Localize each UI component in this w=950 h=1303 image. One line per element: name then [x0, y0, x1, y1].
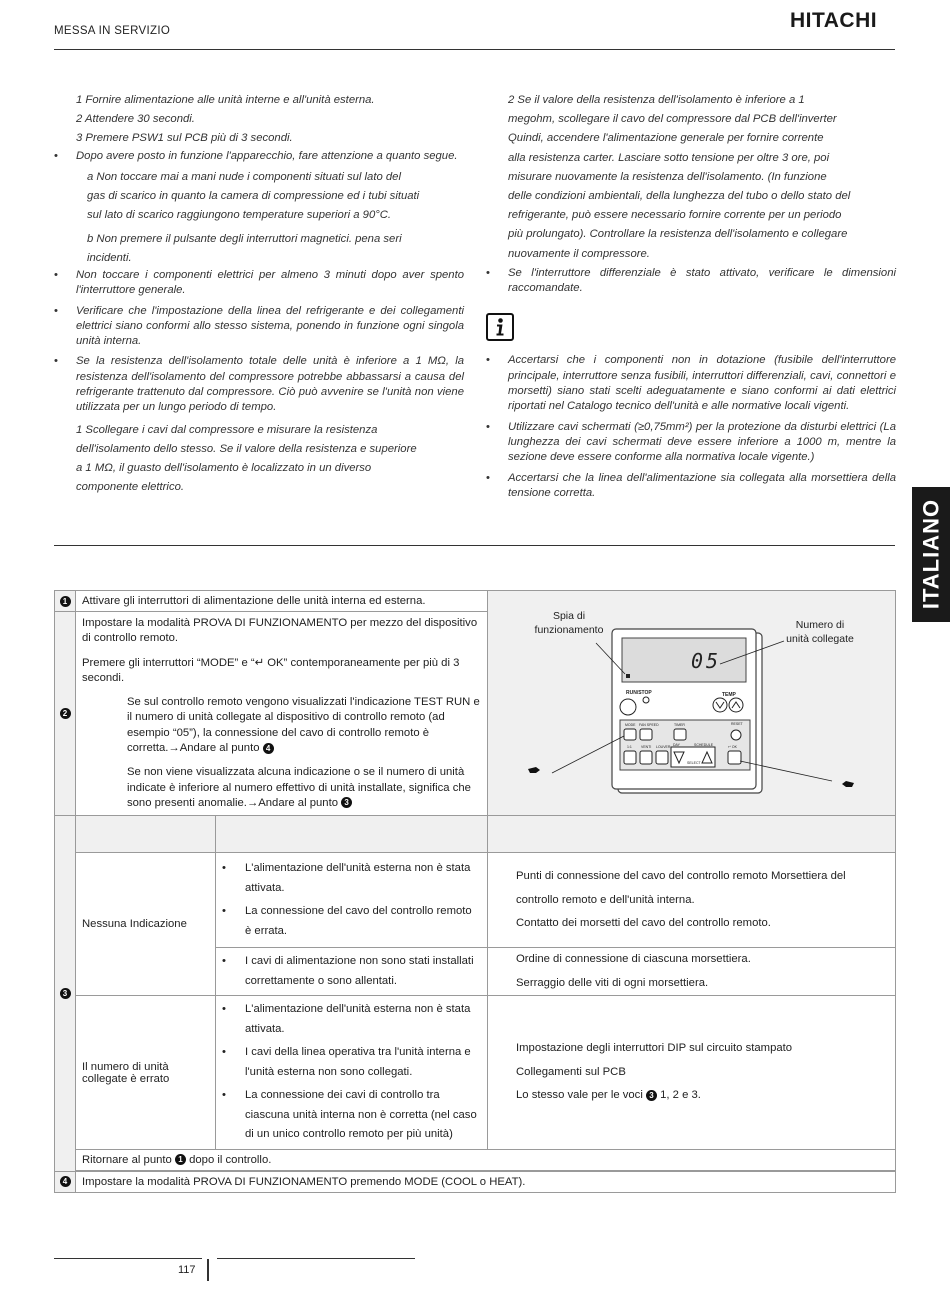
remote-diagram	[488, 591, 894, 813]
language-tab	[912, 487, 950, 622]
right-column	[486, 91, 896, 501]
cause-list: • L'alimentazione dell'unità esterna non è stata attivata. • I cavi della linea operativa tra l'unità interna e l'unità esterna non sono collegati. • La connessione dei cavi di controllo tra ciascuna unità interna non è corretta (nel caso di un unico controllo remoto per più unità)	[216, 996, 488, 1150]
empty-header-cell	[76, 816, 216, 853]
step-text: Attivare gli interruttori di alimentazione delle unità interna ed esterna.	[76, 591, 488, 612]
select-button-label: SELECT	[687, 761, 701, 765]
step-number: 1	[55, 591, 76, 612]
section-title: MESSA IN SERVIZIO	[54, 25, 171, 37]
mode-button-label: MODE	[625, 723, 636, 727]
step-number: 3	[55, 816, 76, 1172]
table-row	[55, 1149, 896, 1170]
empty-header-cell	[488, 816, 896, 853]
step-item: 2 Attendere 30 secondi.	[76, 113, 195, 126]
page-number: 117	[178, 1264, 196, 1276]
table-row	[55, 816, 896, 853]
check-list: Punti di connessione del cavo del controllo remoto Morsettiera del controllo remoto e dell'unità interna. Contatto dei morsetti del cavo del controllo remoto.	[488, 853, 896, 948]
symptom-label: Il numero di unità collegate è errato	[76, 996, 216, 1150]
table-row	[55, 591, 896, 612]
table-row	[55, 1171, 896, 1192]
schedule-button-label: SCHEDULE	[694, 743, 714, 747]
bullet-item: • Verificare che l'impostazione della linea del refrigerante e dei collegamenti elettrici siano conformi allo stesso sistema, ponendo in funzione ogni singola unità interna.	[54, 304, 464, 348]
cause-list: • I cavi di alimentazione non sono stati installati correttamente o sono allentati.	[216, 948, 488, 996]
language-tab-label: ITALIANO	[918, 498, 944, 610]
fan-speed-button-label: FAN SPEED	[639, 723, 659, 727]
cause-list: • L'alimentazione dell'unità esterna non è stata attivata. • La connessione del cavo del controllo remoto è errata.	[216, 853, 488, 948]
timer-button-label: TIMER	[674, 723, 685, 727]
step-number: 2	[55, 612, 76, 816]
left-column	[54, 91, 464, 497]
step-text: Impostare la modalità PROVA DI FUNZIONAMENTO premendo MODE (COOL o HEAT).	[76, 1171, 896, 1192]
header-rule	[54, 49, 895, 50]
led-label: Spia di funzionamento	[534, 610, 604, 636]
reset-button-label: RESET	[731, 722, 743, 726]
section-rule	[54, 545, 895, 546]
day-button-label: DAY	[673, 743, 680, 747]
table-row	[55, 996, 896, 1150]
units-label: Numero di unità collegate	[786, 619, 854, 645]
symptom-label: Nessuna Indicazione	[76, 853, 216, 996]
run-stop-label: RUN/STOP	[626, 690, 652, 696]
step-item: 3 Premere PSW1 sul PCB più di 3 secondi.	[76, 132, 293, 145]
footer-rule	[217, 1258, 415, 1259]
test-run-table	[54, 590, 896, 1193]
bullet-item: • Accertarsi che i componenti non in dotazione (fusibile dell'interruttore principale, interruttore senza fusibili, interruttori differenziali, cavi, connettori e morsetti) siano stati scelti adeguatamente e siano conformi ai dati elettrici riportati nel Catalogo tecnico dell'unità e alle normative locali vigenti.	[486, 354, 896, 413]
step-number: 4	[55, 1171, 76, 1192]
louver-button-label: LOUVER	[656, 745, 671, 749]
footer-rule	[54, 1258, 202, 1259]
table-row	[55, 853, 896, 948]
bullet-item: • Non toccare i componenti elettrici per almeno 3 minuti dopo aver spento l'interruttore generale.	[54, 268, 464, 297]
step-text-block: Impostare la modalità PROVA DI FUNZIONAMENTO per mezzo del dispositivo di controllo remoto. Premere gli interruttori “MODE” e “↵ OK” contemporaneamente per più di 3 secondi. Se sul controllo remoto vengono visualizzati l'indicazione TEST RUN e il numero di unità collegate al dispositivo di controllo remoto (ad esempio “05”), la connessione del cavo di controllo remoto è corretta.→Andare al punto 4 Se non viene visualizzata alcuna indicazione o se il numero di unità indicate è inferiore al numero effettivo di unità installate, significa che sono presenti anomalie.→Andare al punto 3	[76, 612, 488, 816]
ok-button-label: ↵ OK	[728, 745, 737, 749]
return-instruction: Ritornare al punto 1 dopo il controllo.	[76, 1149, 896, 1170]
bullet-item: • Dopo avere posto in funzione l'apparecchio, fare attenzione a quanto segue.	[54, 149, 458, 162]
sub-item-2: 2 Se il valore della resistenza dell'isolamento è inferiore a 1 megohm, scollegare il cavo del compressore dal PCB dell'inverter Quindi, accendere l'alimentazione generale per fornire corrente alla resistenza carter. Lasciare sotto tensione per oltre 3 ore, poi misurare nuovamente la resistenza dell'isolamento. (In funzione delle condizioni ambientali, della lunghezza del tubo o dello stato del refrigerante, può essere necessario fornire corrente per un periodo più prolungato). Controllare la resistenza dell'isolamento e collegare nuovamente il compressore.	[508, 94, 851, 260]
remote-controller-svg	[488, 591, 894, 813]
sub-item-1: 1 Scollegare i cavi dal compressore e misurare la resistenza dell'isolamento dello stesso. Se il valore della resistenza e superiore a 1 MΩ, il guasto dell'isolamento è localizzato in un diverso componente elettrico.	[76, 423, 417, 494]
brand-logo: HITACHI	[790, 9, 878, 32]
temp-label: TEMP	[722, 692, 736, 698]
step-item: 1 Fornire alimentazione alle unità interne e all'unità esterna.	[76, 94, 375, 106]
info-icon	[486, 313, 514, 341]
bullet-item: • Se l'interruttore differenziale è stato attivato, verificare le dimensioni raccomandate.	[486, 266, 896, 295]
check-list: Impostazione degli interruttori DIP sul circuito stampato Collegamenti sul PCB Lo stesso vale per le voci 3 1, 2 e 3.	[488, 996, 896, 1150]
display-readout: 05	[691, 649, 722, 673]
bullet-item: • Utilizzare cavi schermati (≥0,75mm²) per la protezione da disturbi elettrici (La lunghezza dei cavi schermati deve essere inferiore a 1000 m, mentre la sezione deve essere conforme alla normativa locale vigente.)	[486, 420, 896, 464]
empty-header-cell	[216, 816, 488, 853]
bullet-item: • Se la resistenza dell'isolamento totale delle unità è inferiore a 1 MΩ, la resistenza dell'isolamento del compressore potrebbe abbassarsi a causa del refrigerante trattenuto dal compressore. Ciò può avvenire se l'unità non viene utilizzata per un lungo periodo di tempo.	[54, 355, 464, 414]
sub-item-b: b Non premere il pulsante degli interruttori magnetici. pena seri incidenti.	[87, 232, 402, 264]
remote-diagram-cell	[488, 591, 896, 816]
bullet-item: • Accertarsi che la linea dell'alimentazione sia collegata alla morsettiera della tensione corretta.	[486, 471, 896, 499]
one-one-button-label: 1:1	[627, 745, 632, 749]
step-list	[54, 91, 464, 149]
footer-divider	[207, 1259, 209, 1281]
venti-button-label: VENTI	[641, 745, 652, 749]
check-list: Ordine di connessione di ciascuna morsettiera. Serraggio delle viti di ogni morsettiera.	[488, 948, 896, 996]
sub-item-a: a Non toccare mai a mani nude i componenti situati sul lato del gas di scarico in quanto la camera di compressione ed i tubi situati sul lato di scarico raggiungono temperature superiori a 90°C.	[87, 170, 420, 222]
